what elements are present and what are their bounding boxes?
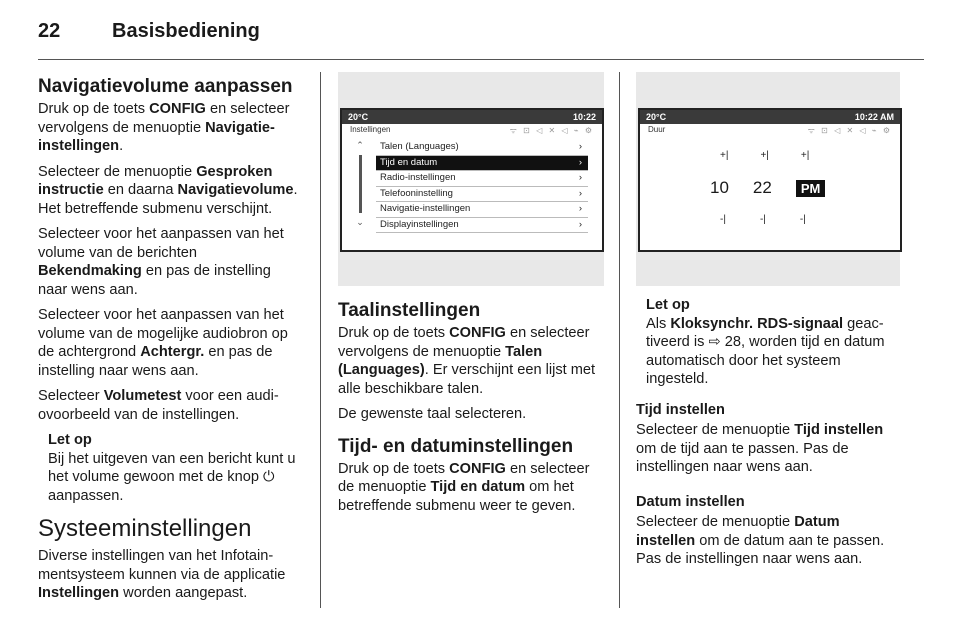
section-heading-time-date: Tijd- en datuminstellingen	[338, 435, 574, 457]
menu-item-label: Displayinstellingen	[380, 218, 459, 230]
section-heading-set-time: Tijd instellen	[636, 401, 725, 418]
section-heading-language: Taalinstellingen	[338, 300, 481, 321]
paragraph: Selecteer de menuoptie Datum instellen om de datum aan te passen. Pas de instellingen naar wens aan.	[636, 514, 885, 567]
note-box	[636, 296, 900, 389]
status-icons: ᯤ ⊡ ◁ ✕ ◁ ⌁ ⚙	[807, 126, 892, 135]
paragraph: Selecteer Volumetest voor een audiovoorbeeld van de instellingen.	[38, 388, 279, 423]
increment-row	[720, 150, 809, 161]
paragraph: Selecteer voor het aanpassen van het volume van de berichten Bekendmaking en pas de instelling naar wens aan.	[38, 226, 284, 298]
menu-item[interactable]	[376, 187, 588, 203]
clock: 10:22	[572, 112, 596, 122]
display-screen	[638, 108, 902, 252]
paragraph: Druk op de toets CONFIG en selecteer de menuoptie Tijd en datum om het betreffende submenu weer te geven.	[338, 460, 590, 514]
hour-value: 10	[710, 178, 729, 197]
minute-plus-button[interactable]: +|	[760, 150, 769, 161]
status-bar	[640, 110, 900, 124]
status-bar	[342, 110, 602, 124]
scroll-bar[interactable]	[354, 140, 366, 232]
power-knob-icon: ⏻	[263, 469, 275, 485]
minute-value: 22	[752, 178, 772, 197]
column-2	[338, 72, 604, 522]
note-text: Bij het uitgeven van een bericht kunt u het volume gewoon met de knop ⏻ aanpassen.	[48, 450, 296, 504]
decrement-row	[720, 214, 806, 225]
paragraph: Druk op de toets CONFIG en selecteer vervolgens de menuoptie Talen (Languages). Er verschijnt een lijst met alle beschikbare talen.	[338, 325, 596, 397]
screen-subtitle: Duur	[648, 125, 666, 134]
menu-item[interactable]	[376, 171, 588, 187]
menu-item-label: Tijd en datum	[380, 156, 438, 168]
note-box	[38, 431, 304, 505]
menu-item[interactable]	[376, 156, 588, 172]
note-text: Als Kloksynchr. RDS-signaal geactiveerd is ⇨ 28, worden tijd en datum automatisch door het systeem ingesteld.	[646, 315, 885, 387]
settings-screen-image	[338, 72, 604, 286]
paragraph: Selecteer de menuoptie Gesproken instructie en daarna Navigatievolume. Het betreffende submenu verschijnt.	[38, 163, 298, 217]
temperature: 20°C	[646, 112, 667, 122]
page-reference: ⇨ 28	[708, 334, 741, 350]
scroll-up-icon: ⌃	[356, 140, 364, 150]
column-3	[636, 72, 900, 576]
screen-subtitle-row	[342, 124, 602, 138]
paragraph: Druk op de toets CONFIG en selecteer vervolgens de menuoptie Navigatie-instellingen.	[38, 101, 290, 154]
display-screen	[340, 108, 604, 252]
page-number: 22	[38, 20, 61, 42]
column-1	[38, 72, 304, 610]
note-title: Let op	[646, 297, 690, 313]
menu-item-label: Navigatie-instellingen	[380, 203, 471, 214]
paragraph: Selecteer voor het aanpassen van het volume van de mogelijke audiobron op de achtergrond Achtergr. en pas de instelling naar wens aan.	[38, 307, 288, 379]
screen-subtitle-row	[640, 124, 900, 138]
page-header	[38, 20, 260, 43]
menu-item[interactable]	[376, 202, 588, 218]
time-screen-image	[636, 72, 900, 286]
status-icons: ᯤ ⊡ ◁ ✕ ◁ ⌁ ⚙	[509, 126, 594, 135]
hour-plus-button[interactable]: +|	[720, 150, 729, 161]
menu-item[interactable]	[376, 218, 588, 234]
menu-item-label: Radio-instellingen	[380, 172, 456, 183]
chevron-right-icon: ›	[578, 218, 582, 230]
screen-subtitle: Instellingen	[350, 125, 391, 134]
menu-item-label: Telefooninstelling	[380, 187, 453, 199]
ampm-minus-button[interactable]: -|	[799, 214, 806, 225]
paragraph: Diverse instellingen van het Infotainmentsysteem kunnen via de applicatie Instellingen worden aangepast.	[38, 548, 286, 601]
ampm-plus-button[interactable]: +|	[800, 150, 810, 161]
section-heading-set-date: Datum instellen	[636, 493, 745, 510]
chevron-right-icon: ›	[578, 203, 582, 214]
chevron-right-icon: ›	[578, 156, 582, 168]
page-title: Basisbediening	[112, 20, 260, 42]
note-title: Let op	[48, 432, 92, 448]
chapter-heading-system: Systeeminstellingen	[38, 515, 252, 542]
minute-minus-button[interactable]: -|	[759, 214, 766, 225]
chevron-right-icon: ›	[578, 141, 582, 152]
paragraph: De gewenste taal selecteren.	[338, 406, 527, 422]
scroll-down-icon: ⌄	[356, 217, 364, 227]
settings-menu	[376, 140, 588, 233]
chevron-right-icon: ›	[578, 187, 582, 199]
clock: 10:22 AM	[854, 112, 894, 122]
column-divider	[320, 72, 321, 608]
menu-item[interactable]	[376, 140, 588, 156]
ampm-value: PM	[796, 180, 826, 197]
temperature: 20°C	[348, 112, 369, 122]
section-heading-volume: Navigatievolume aanpassen	[38, 76, 293, 97]
column-divider	[619, 72, 620, 608]
paragraph: Selecteer de menuoptie Tijd instellen om de tijd aan te passen. Pas de instellingen naar wens aan.	[636, 422, 884, 475]
header-rule	[38, 59, 924, 60]
time-digits	[710, 178, 825, 198]
chevron-right-icon: ›	[578, 172, 582, 183]
menu-item-label: Talen (Languages)	[380, 141, 459, 152]
hour-minus-button[interactable]: -|	[720, 214, 726, 225]
